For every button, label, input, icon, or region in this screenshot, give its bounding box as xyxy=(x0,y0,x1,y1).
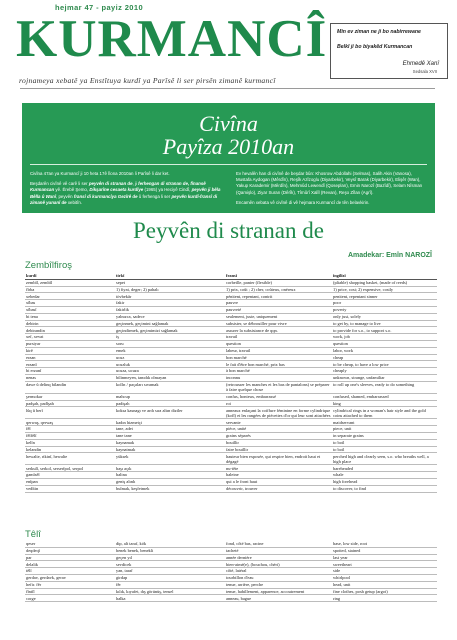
table-row xyxy=(25,340,437,347)
table-row xyxy=(25,407,437,419)
cell-turkish: balina xyxy=(115,472,225,479)
text-span: xebitîn. xyxy=(66,199,82,205)
cell-turkish: geçen yıl xyxy=(115,554,225,561)
cell-kurdish: deqdeqî xyxy=(25,547,115,554)
section-title: Têlî xyxy=(25,529,41,540)
section-title: Zembîlfiroş xyxy=(25,260,72,271)
text-span: Dikşarîne cesaeta kurdîye xyxy=(89,187,144,193)
cell-turkish: koksa kasnagı ve ardı sıra altın diziler xyxy=(115,407,225,419)
cell-turkish: tane, adet xyxy=(115,426,225,433)
cell-kurdish: pursiyar xyxy=(25,340,115,347)
table-row xyxy=(25,361,437,368)
cell-turkish: ucuzluk xyxy=(115,361,225,368)
cell-french: seulement, juste, uniquement xyxy=(225,313,332,320)
cell-turkish: yalnızca, sadece xyxy=(115,313,225,320)
cell-english: labor, work xyxy=(332,347,437,354)
vocabulary-table-teli xyxy=(25,541,437,602)
cell-french: grains séparés xyxy=(225,432,332,439)
cell-turkish: iş xyxy=(115,334,225,341)
cell-english: 1) price, cost; 2) expensive, costly xyxy=(332,286,437,293)
text-span: Beşdarên civînê vê carê li ser xyxy=(30,181,89,187)
cell-kurdish: serkulî, serkol, serserîpol, serpol xyxy=(25,465,115,472)
cell-turkish: bulmak, keşfetmek xyxy=(115,485,225,492)
cell-english: to boil xyxy=(332,446,437,453)
cell-kurdish: vedîtin xyxy=(25,485,115,492)
cell-french: année dernière xyxy=(225,554,332,561)
cell-french: qui a le front haut xyxy=(225,478,332,485)
quote-line-2: Belkî ji bo biyakêd Kurmancan xyxy=(337,44,413,50)
table-row xyxy=(25,561,437,568)
cell-turkish: fêr xyxy=(115,581,225,588)
table-row xyxy=(25,286,437,293)
table-row xyxy=(25,400,437,407)
table-row xyxy=(25,588,437,595)
table-row xyxy=(25,426,437,433)
cell-english: only just, solely xyxy=(332,313,437,320)
cell-english: penitent, repentant sinner xyxy=(332,293,437,300)
cell-turkish: fakirlik xyxy=(115,306,225,313)
table-row xyxy=(25,446,437,453)
cell-turkish: geçindirmek, geçimimizi sağlamak xyxy=(115,327,225,334)
cell-kurdish: qerwaş, qerwaş xyxy=(25,419,115,426)
cell-turkish: kadın hizmetçi xyxy=(115,419,225,426)
cell-turkish: girdap xyxy=(115,574,225,581)
banner-column-left xyxy=(30,171,222,210)
text-span: (1965) ya Heciyê Cindî, xyxy=(143,187,192,193)
table-row xyxy=(25,574,437,581)
cell-english: unknown, strange, unfamiliar xyxy=(332,374,437,381)
cell-english: last year xyxy=(332,554,437,561)
cell-kurdish: nenas xyxy=(25,374,115,381)
cell-french: question xyxy=(225,340,332,347)
table-row xyxy=(25,306,437,313)
cell-kurdish: erzan xyxy=(25,354,115,361)
cell-turkish: başı açık xyxy=(115,465,225,472)
cell-kurdish: hefir. fêr xyxy=(25,581,115,588)
cell-french: pauvreté xyxy=(225,306,332,313)
cell-french: faire bouillir xyxy=(225,446,332,453)
meeting-banner xyxy=(22,103,435,213)
cell-kurdish: fîrba xyxy=(25,286,115,293)
table-row xyxy=(25,472,437,479)
cell-english: poor xyxy=(332,300,437,307)
table-row xyxy=(25,374,437,381)
cell-kurdish: têlî xyxy=(25,568,115,575)
cell-english: perched high and clearly seen, s.o. who breaths well, a high place xyxy=(332,453,437,465)
banner-paragraph: Ev hevalên han di civînê de beşdar bûn: Khosrow Abdollahi (Selmas), Salih Akin (Vanosa), Mustafa Aydogan (Mêrdîn), Reşîk Azîzoglu (Diyarbekir), Veysî Barak (Diyarbekir), Elişêr (Wan), Yakup Karademir (Mêrdîn), Mehmûd Lewendî (Qoseplan), Emin Narozî (Bazîdî), Selam Nîsman (Qamişlo), Ziyar Suran (Dêrîk), Tîmûrî Xalîl (Revan), Reşo Zîlan (Agrî). xyxy=(236,171,423,195)
text-span: ferhengan di stranan de, fînansê Kurmancan xyxy=(30,181,206,193)
cell-english: cheap xyxy=(332,354,437,361)
cell-english: ring xyxy=(332,595,437,602)
quote-signature: Ehmedê Xanî xyxy=(402,61,439,67)
text-span: , peyvên xyxy=(56,193,74,199)
cell-kurdish: xîbas xyxy=(25,300,115,307)
cell-kurdish: padşah, padîşah xyxy=(25,400,115,407)
cell-kurdish: qeser xyxy=(25,541,115,547)
cell-english: to discover, to find xyxy=(332,485,437,492)
cell-turkish: kollrı / paçaları sıvamak xyxy=(115,381,225,393)
cell-french: tacheté xyxy=(225,547,332,554)
cell-english: cylindrical rings in a woman's hair style and the gold coins attached to them xyxy=(332,407,437,419)
cell-turkish: kılık, kıyafet, dış görünüş, tensel xyxy=(115,588,225,595)
cell-turkish: bilinmeyen, tanıdık olmayan xyxy=(115,374,225,381)
table-row xyxy=(25,279,437,286)
cell-kurdish: fîntîl xyxy=(25,588,115,595)
cell-english: question xyxy=(332,340,437,347)
cell-french: hauteur bien exposée, qui respire bien, endroit haut et dégagé xyxy=(225,453,332,465)
cell-french: à bon marché xyxy=(225,368,332,375)
cell-french: anneau, bague xyxy=(225,595,332,602)
cell-english: confused, shamed, embarrassed xyxy=(332,393,437,400)
cell-turkish: dip, alt taraf, kök xyxy=(115,541,225,547)
cell-turkish: padişah xyxy=(115,400,225,407)
column-header-english: îngilîzî xyxy=(332,273,437,279)
cell-french: fond, côté bas, racine xyxy=(225,541,332,547)
cell-french: confus, honteux, embarrassé xyxy=(225,393,332,400)
cell-english: head, unit xyxy=(332,581,437,588)
cell-english: to get by, to manage to live xyxy=(332,320,437,327)
cell-turkish: ucuza, ucuza xyxy=(115,368,225,375)
table-body xyxy=(25,279,437,492)
cell-turkish: emek xyxy=(115,347,225,354)
cell-french: pauvre xyxy=(225,300,332,307)
cell-turkish: tane tane xyxy=(115,432,225,439)
quote-signature-century: Sedsala XVII xyxy=(412,69,437,74)
cell-french: (retrousser les manches et les bas de pantalons) se préparer à faire quelque chose xyxy=(225,381,332,393)
table-row xyxy=(25,554,437,561)
text-span: , ji xyxy=(132,181,139,187)
table-row xyxy=(25,320,437,327)
cell-french: pièce, unité xyxy=(225,426,332,433)
table-row xyxy=(25,347,437,354)
table-row xyxy=(25,313,437,320)
cell-english: king xyxy=(332,400,437,407)
cell-french: 1) prix, coût ; 2) cher, coûteux, onéreux xyxy=(225,286,332,293)
cell-kurdish: xebedar xyxy=(25,293,115,300)
cell-english: to roll up one's sleeves, ready to do something xyxy=(332,381,437,393)
issue-number: hejmar 47 - payiz 2010 xyxy=(55,3,144,12)
cell-french: servante xyxy=(225,419,332,426)
cell-kurdish: bi tena xyxy=(25,313,115,320)
cell-turkish: benek benek, benekli xyxy=(115,547,225,554)
cell-english: poverty xyxy=(332,306,437,313)
table-row xyxy=(25,300,437,307)
cell-turkish: halka xyxy=(115,595,225,602)
cell-turkish: tövbekâr xyxy=(115,293,225,300)
logo[interactable]: KURMANCÎ xyxy=(16,10,328,68)
cell-english: maidservant xyxy=(332,419,437,426)
banner-paragraph xyxy=(30,181,222,206)
quote-line-1: Min ev ziman ne ji bo nabirrewane xyxy=(337,29,421,35)
cell-kurdish: dawe û delinq bilandin xyxy=(25,381,115,393)
cell-turkish: yüksek xyxy=(115,453,225,465)
cell-english: sweetheart xyxy=(332,561,437,568)
cell-kurdish: delalik xyxy=(25,561,115,568)
cell-french: baleine xyxy=(225,472,332,479)
cell-turkish: sevdicek xyxy=(115,561,225,568)
banner-divider xyxy=(30,164,427,165)
article-byline: Amadekar: Emîn NAROZÎ xyxy=(347,252,432,259)
cell-english: (pliable) shopping basket, (made of reeds) xyxy=(332,279,437,286)
cell-turkish: ucuz xyxy=(115,354,225,361)
tagline: rojnameya xebatê ya Enstîtuya kurdî ya Parîsê li ser pirsên zimanê kurmancî xyxy=(19,76,276,85)
cell-kurdish: kelîn xyxy=(25,439,115,446)
cell-turkish: geçinmek, geçimini sağlamak xyxy=(115,320,225,327)
cell-english: base, low side, root xyxy=(332,541,437,547)
cell-kurdish: erzanî xyxy=(25,361,115,368)
cell-french: assurer la subsistance de qqn. xyxy=(225,327,332,334)
cell-english: work, job xyxy=(332,334,437,341)
cell-kurdish: zembîl, zembîl xyxy=(25,279,115,286)
table-row xyxy=(25,334,437,341)
cell-french: tenue, habillement, apparence, accoutrement xyxy=(225,588,332,595)
cell-french: tourbillon d'eau xyxy=(225,574,332,581)
cell-english: to be cheap, to have a low price xyxy=(332,361,437,368)
cell-turkish: geniş alınlı xyxy=(115,478,225,485)
text-span: peyvên di stranan de xyxy=(88,181,133,187)
table-row xyxy=(25,381,437,393)
cell-french: subsister, se débrouiller pour vivre xyxy=(225,320,332,327)
cell-kurdish: lûq û berî xyxy=(25,407,115,419)
cell-french: côté, latéral xyxy=(225,568,332,575)
cell-english: to boil xyxy=(332,439,437,446)
cell-english: spotted, stained xyxy=(332,547,437,554)
table-row xyxy=(25,293,437,300)
text-span: û ferhenga li ser xyxy=(137,193,172,199)
table-row xyxy=(25,581,437,588)
masthead xyxy=(0,0,457,95)
cell-french: découvrir, trouver xyxy=(225,485,332,492)
cell-kurdish: corge xyxy=(25,595,115,602)
text-span: yê. Êrebê Şemo, xyxy=(54,187,90,193)
cell-french: corbeille, panier (flexible) xyxy=(225,279,332,286)
cell-english: piece, unit xyxy=(332,426,437,433)
cell-kurdish: şermokar xyxy=(25,393,115,400)
cell-french: tenue, arrière, perche xyxy=(225,581,332,588)
cell-french: nu-tête xyxy=(225,465,332,472)
cell-english: bareheaded xyxy=(332,465,437,472)
cell-french: bouillir xyxy=(225,439,332,446)
cell-kurdish: bi erzanî xyxy=(25,368,115,375)
vocabulary-table-zembilfiros xyxy=(25,273,437,493)
column-header-turkish: tirkî xyxy=(115,273,225,279)
cell-french: anneaux enlaçant la coiffure féminine en forme cylindrique (kofî) et les rangées de piécettes d'or qui leur sont attachées xyxy=(226,407,331,418)
cell-kurdish: enîpan xyxy=(25,478,115,485)
column-header-kurdish: kurdî xyxy=(25,273,115,279)
text-span: peyvên kurdî-fransî di zimanê yunanî de xyxy=(30,193,218,205)
cell-english: high forehead xyxy=(332,478,437,485)
cell-turkish: 1) fiyat, deger; 2) pahalı xyxy=(115,286,225,293)
table-row xyxy=(25,419,437,426)
cell-kurdish: xîbasî xyxy=(25,306,115,313)
banner-title: Civîna xyxy=(199,111,258,136)
text-span: peyvên ji bêla Bêlla û Wanî xyxy=(30,187,221,199)
cell-kurdish: fêl xyxy=(25,426,115,433)
cell-french: bon marché xyxy=(225,354,332,361)
cell-french: roi xyxy=(225,400,332,407)
banner-paragraph: Encamên xebata vê civînê di vê hejmara Kurmancî de tên belavkirin. xyxy=(236,199,370,205)
masthead-divider xyxy=(20,88,435,89)
cell-french: labeur, travail xyxy=(225,347,332,354)
table-row xyxy=(25,595,437,602)
table-row xyxy=(25,485,437,492)
cell-turkish: kaynatmak xyxy=(115,446,225,453)
cell-turkish: kaynamak xyxy=(115,439,225,446)
cell-english: to provide for s.o., to support s.o. xyxy=(332,327,437,334)
cell-turkish: soru xyxy=(115,340,225,347)
cell-english: side xyxy=(332,568,437,575)
table-row xyxy=(25,432,437,439)
cell-kurdish: gerdav, gerdavk, gerav xyxy=(25,574,115,581)
cell-kurdish: debirin xyxy=(25,320,115,327)
text-span: fransî di kurmancîya Gezîrê de xyxy=(73,193,138,199)
banner-paragraph: Civîna 47an ya Kurmancî ji 10 heta 17ê Îlona 2010an li Parîsê li dar ket. xyxy=(30,171,170,176)
cell-french: travail xyxy=(225,334,332,341)
table-row xyxy=(25,568,437,575)
table-row xyxy=(25,393,437,400)
table-row xyxy=(25,354,437,361)
cell-kurdish: debirandin xyxy=(25,327,115,334)
table-row xyxy=(25,547,437,554)
cell-kurdish: hewalte, rikinî, hewalte xyxy=(25,453,115,465)
cell-turkish: yan, taraf xyxy=(115,568,225,575)
quote-box xyxy=(330,23,448,79)
column-header-french: fransî xyxy=(225,273,332,279)
table-row xyxy=(25,453,437,465)
banner-column-right xyxy=(236,171,428,210)
table-row xyxy=(25,478,437,485)
cell-kurdish: gamîsêl xyxy=(25,472,115,479)
cell-kurdish: kelandin xyxy=(25,446,115,453)
cell-kurdish: kirê xyxy=(25,347,115,354)
cell-french: inconnu xyxy=(225,374,332,381)
cell-french: pénitent, repentant, contrit xyxy=(225,293,332,300)
cell-english: in separate grains xyxy=(332,432,437,439)
cell-kurdish: fêlfêlî xyxy=(25,432,115,439)
cell-kurdish: par xyxy=(25,554,115,561)
cell-kurdish: xef, xevat xyxy=(25,334,115,341)
table-row xyxy=(25,368,437,375)
article-title: Peyvên di stranan de xyxy=(133,218,324,243)
banner-subtitle: Payîza 2010an xyxy=(162,134,295,159)
cell-english: cheaply xyxy=(332,368,437,375)
table-row xyxy=(25,465,437,472)
cell-turkish: mahcup xyxy=(115,393,225,400)
cell-english: fine clothes, posh getup (argot) xyxy=(332,588,437,595)
table-body xyxy=(25,541,437,602)
cell-french: le fait d'être bon marché, prix bas xyxy=(225,361,332,368)
cell-turkish: fakir xyxy=(115,300,225,307)
table-row xyxy=(25,439,437,446)
cell-turkish: sepet xyxy=(115,279,225,286)
table-row xyxy=(25,327,437,334)
cell-english: whirlpool xyxy=(332,574,437,581)
cell-french: bien-aimé(e), (bouchou, chéri) xyxy=(225,561,332,568)
cell-english: whale xyxy=(332,472,437,479)
